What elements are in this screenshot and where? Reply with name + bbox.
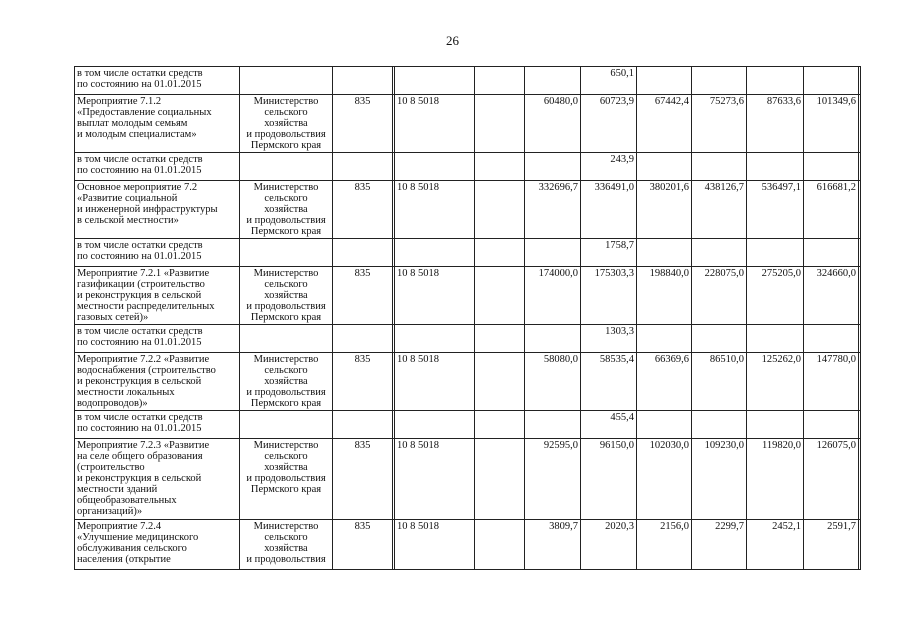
table-row <box>75 267 861 325</box>
cell-year-value <box>804 411 859 439</box>
cell-year-value <box>747 67 804 95</box>
cell-kcsr-code-text: 10 8 5018 <box>397 182 439 193</box>
cell-year-value <box>804 95 859 153</box>
cell-year-value-text: 3809,7 <box>549 521 578 532</box>
cell-year-value <box>692 95 747 153</box>
cell-kcsr-code <box>395 267 475 325</box>
cell-year-value <box>525 153 581 181</box>
cell-year-value <box>525 439 581 520</box>
cell-year-value <box>747 95 804 153</box>
cell-year-value <box>859 267 861 325</box>
cell-year-value <box>747 267 804 325</box>
cell-kcsr-code <box>395 67 475 95</box>
cell-year-value <box>637 95 692 153</box>
cell-measure-name-text: в том числе остатки средств по состоянию на 01.01.2015 <box>77 412 203 434</box>
cell-year-value-text: 2299,7 <box>715 521 744 532</box>
cell-year-value <box>525 95 581 153</box>
cell-year-value <box>692 353 747 411</box>
cell-year-value <box>637 267 692 325</box>
cell-year-value-text: 86510,0 <box>709 354 744 365</box>
cell-executor <box>240 520 333 570</box>
cell-year-value-text: 92595,0 <box>543 440 578 451</box>
cell-kcsr-code <box>395 353 475 411</box>
cell-year-value-text: 332696,7 <box>538 182 578 193</box>
cell-year-value-text: 2452,1 <box>772 521 801 532</box>
cell-kcsr-code <box>395 411 475 439</box>
cell-year-value-text: 67442,4 <box>654 96 689 107</box>
cell-year-value-text: 119820,0 <box>762 440 801 451</box>
cell-year-value-text: 2020,3 <box>605 521 634 532</box>
cell-year-value-text: 1303,3 <box>605 326 634 337</box>
cell-kcsr-code <box>395 181 475 239</box>
cell-year-value <box>804 520 859 570</box>
cell-measure-name-text: в том числе остатки средств по состоянию на 01.01.2015 <box>77 240 203 262</box>
cell-grbs-code-text: 835 <box>354 96 371 107</box>
cell-vr <box>475 325 525 353</box>
cell-year-value-text: 102030,0 <box>649 440 689 451</box>
cell-executor-text: Министерство сельского хозяйства и продовольствия Пермского края <box>246 354 326 409</box>
cell-executor-text: Министерство сельского хозяйства и продовольствия Пермского края <box>246 96 326 151</box>
cell-year-value <box>692 239 747 267</box>
cell-executor-text: Министерство сельского хозяйства и продовольствия Пермского края <box>246 268 326 323</box>
cell-vr <box>475 520 525 570</box>
cell-kcsr-code-text: 10 8 5018 <box>397 440 439 451</box>
cell-grbs-code <box>333 95 393 153</box>
cell-year-value <box>525 267 581 325</box>
cell-year-value <box>637 67 692 95</box>
cell-year-value <box>859 353 861 411</box>
table-row <box>75 520 861 570</box>
cell-year-value <box>804 239 859 267</box>
cell-year-value-text: 125262,0 <box>761 354 801 365</box>
cell-year-value <box>581 95 637 153</box>
cell-vr <box>475 411 525 439</box>
cell-measure-name-text: в том числе остатки средств по состоянию на 01.01.2015 <box>77 154 203 176</box>
cell-grbs-code <box>333 267 393 325</box>
cell-executor <box>240 239 333 267</box>
cell-vr <box>475 239 525 267</box>
table-row <box>75 67 861 95</box>
cell-executor-text: Министерство сельского хозяйства и продовольствия <box>246 521 326 565</box>
cell-year-value <box>859 439 861 520</box>
cell-executor <box>240 181 333 239</box>
table-row <box>75 153 861 181</box>
cell-measure-name-text: Мероприятие 7.1.2 «Предоставление социальных выплат молодым семьям и молодым специалистам» <box>77 96 212 140</box>
cell-year-value-text: 198840,0 <box>649 268 689 279</box>
cell-year-value <box>637 411 692 439</box>
cell-grbs-code-text: 835 <box>354 182 371 193</box>
cell-grbs-code-text: 835 <box>354 268 371 279</box>
cell-measure-name <box>75 239 240 267</box>
cell-vr <box>475 95 525 153</box>
cell-vr <box>475 67 525 95</box>
cell-year-value <box>804 439 859 520</box>
cell-grbs-code <box>333 439 393 520</box>
cell-vr <box>475 353 525 411</box>
cell-year-value-text: 2156,0 <box>660 521 689 532</box>
cell-year-value <box>525 325 581 353</box>
cell-year-value-text: 109230,0 <box>704 440 744 451</box>
cell-executor <box>240 67 333 95</box>
cell-measure-name <box>75 67 240 95</box>
cell-year-value <box>581 67 637 95</box>
cell-year-value-text: 438126,7 <box>704 182 744 193</box>
cell-grbs-code-text: 835 <box>354 354 371 365</box>
cell-year-value <box>581 411 637 439</box>
cell-year-value <box>525 181 581 239</box>
cell-year-value <box>637 239 692 267</box>
cell-year-value-text: 175303,3 <box>594 268 634 279</box>
cell-measure-name-text: Мероприятие 7.2.3 «Развитие на селе общего образования (строительство и реконструкция в сельской местности зданий общеобразовательных организаций)» <box>77 440 210 517</box>
cell-year-value-text: 2591,7 <box>827 521 856 532</box>
cell-kcsr-code <box>395 439 475 520</box>
cell-measure-name <box>75 325 240 353</box>
cell-year-value <box>581 181 637 239</box>
cell-year-value-text: 58080,0 <box>543 354 578 365</box>
cell-year-value <box>859 153 861 181</box>
cell-year-value-text: 650,1 <box>610 68 634 79</box>
table-row <box>75 181 861 239</box>
cell-grbs-code <box>333 520 393 570</box>
cell-year-value <box>859 181 861 239</box>
cell-grbs-code <box>333 181 393 239</box>
cell-measure-name-text: Мероприятие 7.2.1 «Развитие газификации (строительство и реконструкция в сельской местности распределительных газовых сетей)» <box>77 268 215 323</box>
cell-year-value <box>859 67 861 95</box>
cell-year-value <box>804 353 859 411</box>
cell-year-value-text: 60480,0 <box>543 96 578 107</box>
cell-year-value <box>637 181 692 239</box>
table-row <box>75 411 861 439</box>
cell-executor-text: Министерство сельского хозяйства и продовольствия Пермского края <box>246 182 326 237</box>
cell-grbs-code <box>333 67 393 95</box>
cell-year-value <box>747 239 804 267</box>
table-row <box>75 439 861 520</box>
cell-measure-name <box>75 267 240 325</box>
cell-vr <box>475 181 525 239</box>
cell-executor <box>240 267 333 325</box>
cell-kcsr-code <box>395 239 475 267</box>
cell-vr <box>475 153 525 181</box>
cell-year-value-text: 87633,6 <box>766 96 801 107</box>
cell-grbs-code <box>333 353 393 411</box>
cell-kcsr-code <box>395 153 475 181</box>
cell-measure-name <box>75 181 240 239</box>
cell-kcsr-code-text: 10 8 5018 <box>397 521 439 532</box>
cell-executor <box>240 439 333 520</box>
cell-year-value <box>804 181 859 239</box>
cell-executor <box>240 353 333 411</box>
cell-year-value <box>525 411 581 439</box>
cell-year-value-text: 60723,9 <box>599 96 634 107</box>
cell-year-value <box>859 411 861 439</box>
cell-year-value <box>692 411 747 439</box>
cell-grbs-code <box>333 411 393 439</box>
cell-year-value <box>859 325 861 353</box>
cell-year-value <box>747 325 804 353</box>
cell-year-value <box>692 325 747 353</box>
cell-measure-name <box>75 153 240 181</box>
cell-year-value-text: 336491,0 <box>594 182 634 193</box>
cell-year-value-text: 58535,4 <box>599 354 634 365</box>
cell-year-value <box>581 439 637 520</box>
cell-year-value <box>747 439 804 520</box>
cell-year-value-text: 616681,2 <box>816 182 856 193</box>
cell-year-value <box>692 520 747 570</box>
cell-year-value-text: 126075,0 <box>816 440 856 451</box>
cell-year-value <box>804 267 859 325</box>
cell-executor <box>240 411 333 439</box>
cell-year-value-text: 1758,7 <box>605 240 634 251</box>
cell-year-value <box>525 520 581 570</box>
cell-kcsr-code-text: 10 8 5018 <box>397 96 439 107</box>
cell-measure-name-text: Мероприятие 7.2.2 «Развитие водоснабжения (строительство и реконструкция в сельской местности локальных водопроводов)» <box>77 354 216 409</box>
cell-kcsr-code <box>395 95 475 153</box>
cell-grbs-code <box>333 153 393 181</box>
cell-year-value <box>525 239 581 267</box>
cell-measure-name <box>75 353 240 411</box>
budget-table <box>74 66 861 570</box>
cell-year-value <box>747 411 804 439</box>
table-row <box>75 325 861 353</box>
cell-grbs-code-text: 835 <box>354 521 371 532</box>
cell-vr <box>475 439 525 520</box>
cell-year-value <box>581 267 637 325</box>
cell-year-value <box>581 325 637 353</box>
cell-grbs-code-text: 835 <box>354 440 371 451</box>
table-body <box>75 67 861 570</box>
cell-year-value-text: 324660,0 <box>816 268 856 279</box>
cell-year-value-text: 455,4 <box>610 412 634 423</box>
cell-year-value <box>525 353 581 411</box>
cell-year-value <box>747 153 804 181</box>
cell-executor-text: Министерство сельского хозяйства и продовольствия Пермского края <box>246 440 326 495</box>
cell-year-value <box>637 520 692 570</box>
cell-year-value-text: 380201,6 <box>649 182 689 193</box>
cell-year-value <box>581 153 637 181</box>
cell-measure-name-text: Мероприятие 7.2.4 «Улучшение медицинского обслуживания сельского населения (открытие <box>77 521 199 565</box>
cell-grbs-code <box>333 239 393 267</box>
cell-year-value <box>692 439 747 520</box>
cell-measure-name-text: в том числе остатки средств по состоянию на 01.01.2015 <box>77 326 203 348</box>
cell-year-value <box>804 67 859 95</box>
cell-year-value-text: 228075,0 <box>704 268 744 279</box>
cell-year-value <box>859 520 861 570</box>
cell-year-value <box>637 439 692 520</box>
table-row <box>75 95 861 153</box>
cell-grbs-code <box>333 325 393 353</box>
table-row <box>75 353 861 411</box>
cell-measure-name-text: Основное мероприятие 7.2 «Развитие социальной и инженерной инфраструктуры в сельской местности» <box>77 182 218 226</box>
cell-executor <box>240 153 333 181</box>
cell-year-value-text: 96150,0 <box>599 440 634 451</box>
cell-year-value <box>804 153 859 181</box>
cell-vr <box>475 267 525 325</box>
cell-year-value <box>804 325 859 353</box>
cell-measure-name-text: в том числе остатки средств по состоянию на 01.01.2015 <box>77 68 203 90</box>
cell-year-value <box>859 239 861 267</box>
cell-year-value-text: 275205,0 <box>761 268 801 279</box>
cell-year-value <box>692 267 747 325</box>
cell-year-value-text: 536497,1 <box>761 182 801 193</box>
cell-executor <box>240 95 333 153</box>
cell-year-value <box>581 353 637 411</box>
cell-year-value <box>637 153 692 181</box>
cell-measure-name <box>75 520 240 570</box>
cell-year-value <box>637 325 692 353</box>
page-number: 26 <box>446 33 459 48</box>
cell-measure-name <box>75 95 240 153</box>
cell-measure-name <box>75 439 240 520</box>
cell-kcsr-code <box>395 520 475 570</box>
cell-kcsr-code-text: 10 8 5018 <box>397 354 439 365</box>
cell-year-value-text: 101349,6 <box>816 96 856 107</box>
cell-year-value <box>525 67 581 95</box>
cell-year-value <box>581 520 637 570</box>
cell-year-value <box>692 153 747 181</box>
cell-year-value-text: 243,9 <box>610 154 634 165</box>
cell-kcsr-code-text: 10 8 5018 <box>397 268 439 279</box>
table-row <box>75 239 861 267</box>
cell-year-value-text: 174000,0 <box>538 268 578 279</box>
cell-year-value <box>859 95 861 153</box>
cell-year-value <box>637 353 692 411</box>
cell-year-value-text: 75273,6 <box>709 96 744 107</box>
cell-year-value <box>747 181 804 239</box>
cell-year-value <box>581 239 637 267</box>
cell-kcsr-code <box>395 325 475 353</box>
cell-year-value-text: 147780,0 <box>816 354 856 365</box>
cell-year-value <box>747 353 804 411</box>
cell-year-value <box>747 520 804 570</box>
cell-year-value <box>692 181 747 239</box>
cell-measure-name <box>75 411 240 439</box>
cell-year-value-text: 66369,6 <box>654 354 689 365</box>
cell-year-value <box>692 67 747 95</box>
cell-executor <box>240 325 333 353</box>
